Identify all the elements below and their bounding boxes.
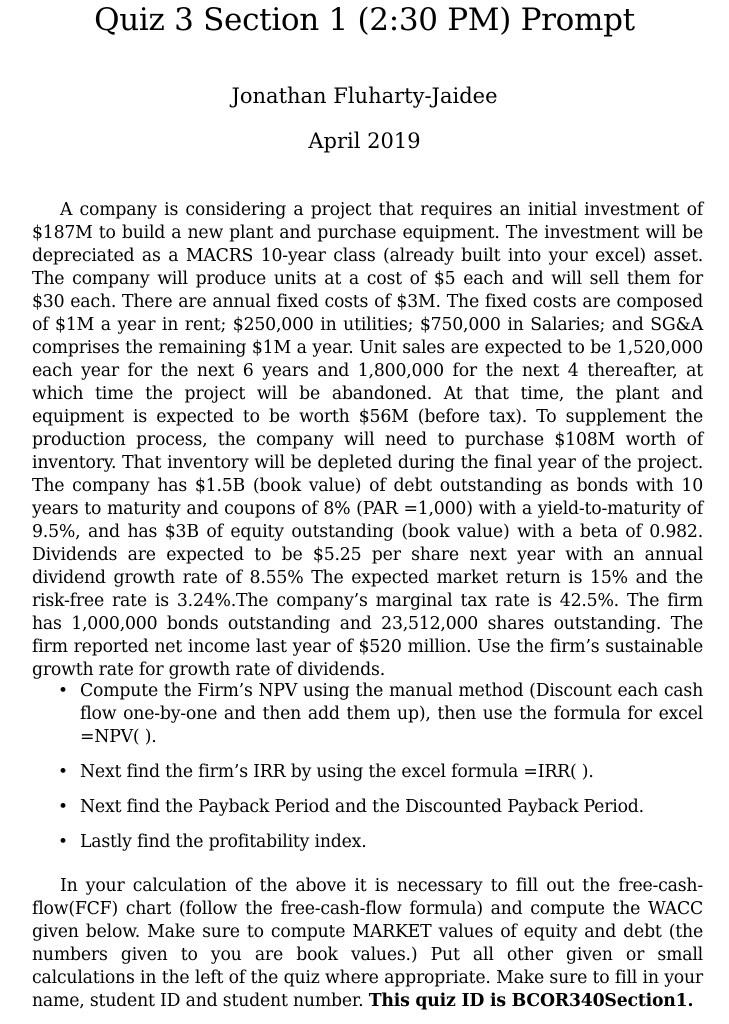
document-author: Jonathan Fluharty-Jaidee: [231, 84, 498, 108]
task-text: Next find the Payback Period and the Discounted Payback Period.: [80, 797, 644, 817]
task-text: Next find the firm’s IRR by using the excel formula =IRR( ).: [80, 762, 594, 782]
problem-paragraph: A company is considering a project that requires an initial investment of $187M to build a new plant and purchase equipment. The investment will be depreciated as a MACRS 10-year class (already built into your excel) asset. The company will produce units at a cost of $5 each and will sell them for $30 each. There are annual fixed costs of $3M. The fixed costs are composed of $1M a year in rent; $250,000 in utilities; $750,000 in Salaries; and SG&A comprises the remaining $1M a year. Unit sales are expected to be 1,520,000 each year for the next 6 years and 1,800,000 for the next 4 thereafter, at which time the project will be abandoned. At that time, the plant and equipment is expected to be worth $56M (before tax). To supplement the production process, the company will need to purchase $108M worth of inventory. That inventory will be depleted during the final year of the project. The company has $1.5B (book value) of debt outstanding as bonds with 10 years to maturity and coupons of 8% (PAR =1,000) with a yield-to-maturity of 9.5%, and has $3B of equity outstanding (book value) with a beta of 0.982. Dividends are expected to be $5.25 per share next year with an annual dividend growth rate of 8.55% The expected market return is 15% and the risk-free rate is 3.24%.The company’s marginal tax rate is 42.5%. The firm has 1,000,000 bonds outstanding and 23,512,000 shares outstanding. The firm reported net income last year of $520 million. Use the firm’s sustainable growth rate for growth rate of dividends.: [32, 200, 703, 680]
instructions-text: In your calculation of the above it is necessary to fill out the free-cash-flow(FCF) chart (follow the free-cash-flow formula) and compute the WACC given below. Make sure to compute MARKET values of equity and debt (the numbers given to you are book values.) Put all other given or small calculations in the left of the quiz where appropriate. Make sure to fill in your name, student ID and student number.: [32, 876, 703, 1011]
task-item-irr: [32, 761, 703, 784]
task-item-npv: [32, 680, 703, 749]
task-text: Compute the Firm’s NPV using the manual method (Discount each cash flow one-by-one and then add them up), then use the formula for excel =NPV( ).: [80, 681, 703, 747]
document-date: April 2019: [308, 129, 421, 153]
bullet-icon: •: [58, 797, 68, 817]
instructions-paragraph: [32, 875, 703, 1013]
task-item-profitability: [32, 831, 703, 854]
document-title: Quiz 3 Section 1 (2:30 PM) Prompt: [94, 2, 635, 38]
bullet-icon: •: [58, 681, 68, 701]
task-list: [32, 680, 703, 866]
bullet-icon: •: [58, 762, 68, 782]
task-item-payback: [32, 796, 703, 819]
quiz-id-text: This quiz ID is BCOR340Section1.: [368, 991, 694, 1011]
task-text: Lastly find the profitability index.: [80, 832, 367, 852]
bullet-icon: •: [58, 832, 68, 852]
